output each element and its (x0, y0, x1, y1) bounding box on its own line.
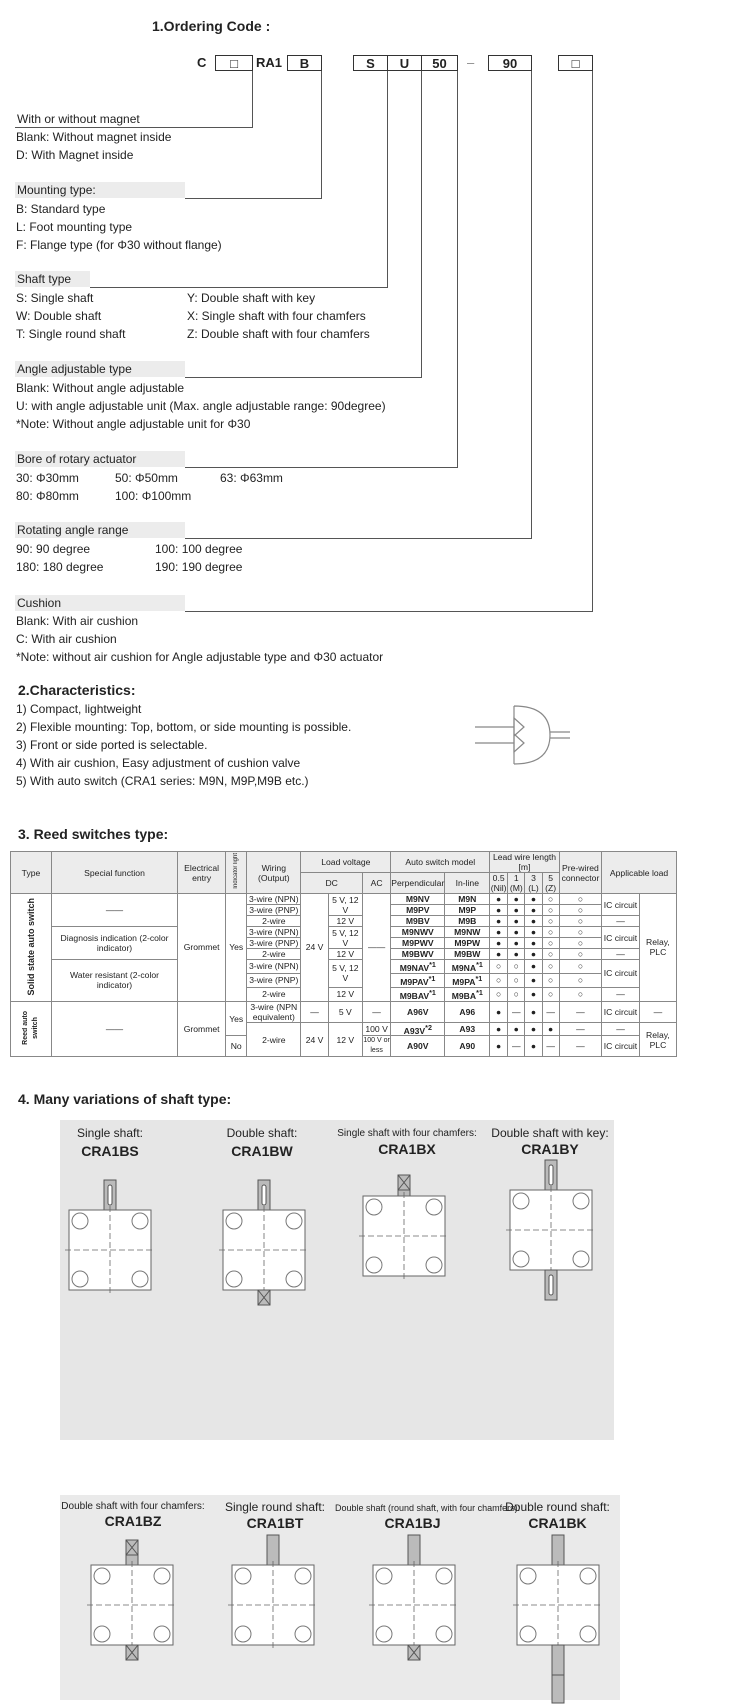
table-cell: IC circuit (602, 1036, 640, 1057)
table-cell: IC circuit (602, 1001, 640, 1022)
table-cell: ● (508, 949, 525, 960)
table-cell: ○ (542, 927, 559, 938)
table-cell: ● (525, 1001, 542, 1022)
table-cell: Yes (226, 894, 247, 1002)
table-cell: — (508, 1036, 525, 1057)
th-entry: Electrical entry (178, 852, 226, 894)
code-box-shaft: S (353, 55, 388, 71)
variations-title: 4. Many variations of shaft type: (18, 1091, 232, 1107)
table-cell: 5 V, 12 V (328, 894, 362, 916)
table-cell: M9P (445, 905, 490, 916)
table-cell: 12 V (328, 949, 362, 960)
th-l5: 5 (Z) (542, 873, 559, 894)
th-special: Special function (52, 852, 178, 894)
table-cell: ● (542, 1022, 559, 1036)
table-cell: ● (525, 973, 542, 987)
code-box-mounting: B (287, 55, 322, 71)
th-lead: Lead wire length [m] (490, 852, 559, 873)
table-cell: ○ (559, 949, 601, 960)
cra1bt-drawing (228, 1535, 318, 1649)
th-indicator: Indicator light (226, 852, 247, 894)
code-ra1: RA1 (256, 55, 283, 70)
table-cell: ● (508, 927, 525, 938)
table-cell: ○ (559, 973, 601, 987)
th-applicable: Applicable load (602, 852, 677, 894)
rotating-100: 100: 100 degree (155, 542, 243, 556)
table-cell: ● (525, 927, 542, 938)
shaft-z: Z: Double shaft with four chamfers (187, 327, 370, 341)
table-cell: 3-wire (NPN) (247, 927, 301, 938)
table-cell: A96 (445, 1001, 490, 1022)
table-cell: A96V (391, 1001, 445, 1022)
magnet-title: With or without magnet (17, 112, 140, 126)
table-cell: ● (490, 1022, 508, 1036)
code-box-cushion: □ (558, 55, 593, 71)
table-cell: M9PV (391, 905, 445, 916)
table-cell: — (559, 1022, 601, 1036)
cushion-line-2: C: With air cushion (16, 632, 117, 646)
table-cell: ○ (542, 905, 559, 916)
bore-100: 100: Φ100mm (115, 489, 192, 503)
table-cell: — (362, 1001, 390, 1022)
rotating-90: 90: 90 degree (16, 542, 91, 556)
table-cell: — (542, 1001, 559, 1022)
table-cell: 12 V (328, 1022, 362, 1057)
type-solid: Solid state auto switch (11, 894, 52, 1002)
th-l1: 1 (M) (508, 873, 525, 894)
table-cell: — (559, 1036, 601, 1057)
table-cell: 12 V (328, 916, 362, 927)
variation-label: Double round shaft: (505, 1500, 610, 1514)
table-cell: ● (490, 949, 508, 960)
mounting-line-3: F: Flange type (for Φ30 without flange) (16, 238, 222, 252)
table-cell: ● (525, 905, 542, 916)
table-cell: ● (508, 938, 525, 949)
table-cell: Diagnosis indication (2-color indicator) (52, 927, 178, 960)
table-cell: ○ (559, 905, 601, 916)
cra1bz-drawing (87, 1540, 177, 1660)
table-cell: ○ (490, 960, 508, 974)
table-cell: ○ (559, 894, 601, 905)
rotating-180: 180: 180 degree (16, 560, 104, 574)
table-cell: 3-wire (PNP) (247, 905, 301, 916)
table-cell: ● (508, 916, 525, 927)
table-cell: Grommet (178, 894, 226, 1002)
magnet-line-1: Blank: Without magnet inside (16, 130, 172, 144)
table-cell: ● (490, 894, 508, 905)
cra1by-drawing (506, 1160, 596, 1300)
angle-adj-line-3: *Note: Without angle adjustable unit for Φ30 (16, 417, 251, 431)
variation-label: Double shaft (round shaft, with four chamfers): (335, 1503, 521, 1513)
variation-model: CRA1BS (81, 1143, 139, 1159)
table-cell: ● (490, 927, 508, 938)
table-cell: ○ (559, 927, 601, 938)
table-cell: ● (490, 938, 508, 949)
table-cell: IC circuit (602, 894, 640, 916)
rotating-190: 190: 190 degree (155, 560, 243, 574)
cra1bw-drawing (219, 1180, 309, 1305)
mounting-title: Mounting type: (15, 182, 185, 198)
table-cell: M9NA$^{*1}$ (445, 960, 490, 974)
table-cell: ○ (542, 916, 559, 927)
table-cell: 24 V (301, 894, 328, 1002)
table-cell: 3-wire (NPN equivalent) (247, 1001, 301, 1022)
table-cell: M9NW (445, 927, 490, 938)
variation-model: CRA1BW (231, 1143, 293, 1159)
rotating-title: Rotating angle range (15, 522, 185, 538)
table-cell: ○ (490, 987, 508, 1001)
th-l3: 3 (L) (525, 873, 542, 894)
table-cell: ● (508, 894, 525, 905)
table-cell: ○ (559, 987, 601, 1001)
table-cell: ○ (490, 973, 508, 987)
table-cell: — (639, 1001, 676, 1022)
table-cell: — (559, 1001, 601, 1022)
variation-model: CRA1BT (246, 1515, 304, 1531)
table-cell: 3-wire (NPN) (247, 894, 301, 905)
char-item-3: 3) Front or side ported is selectable. (16, 738, 208, 752)
table-cell: 100 V or less (362, 1036, 390, 1057)
bore-title: Bore of rotary actuator (15, 451, 185, 467)
code-box-angle-adj: U (387, 55, 422, 71)
table-cell: 3-wire (PNP) (247, 938, 301, 949)
table-cell: IC circuit (602, 927, 640, 949)
table-cell: — (508, 1001, 525, 1022)
table-cell: ● (490, 905, 508, 916)
table-cell: ○ (559, 916, 601, 927)
table-cell: ○ (508, 973, 525, 987)
variation-label: Double shaft with key: (491, 1126, 609, 1140)
table-cell: M9PA$^{*1}$ (445, 973, 490, 987)
magnet-line-2: D: With Magnet inside (16, 148, 134, 162)
shaft-y: Y: Double shaft with key (187, 291, 316, 305)
table-cell: Relay, PLC (639, 1022, 676, 1057)
table-cell: ● (490, 1001, 508, 1022)
table-cell: — (602, 949, 640, 960)
table-cell: ● (490, 1036, 508, 1057)
table-cell: 24 V (301, 1022, 328, 1057)
table-cell: M9BW (445, 949, 490, 960)
variation-model: CRA1BJ (384, 1515, 441, 1531)
table-cell: M9BV (391, 916, 445, 927)
table-cell: ● (508, 1022, 525, 1036)
mounting-line-1: B: Standard type (16, 202, 106, 216)
mounting-line-2: L: Foot mounting type (16, 220, 133, 234)
table-cell: 3-wire (PNP) (247, 973, 301, 987)
table-cell: ● (525, 960, 542, 974)
table-cell: ● (525, 894, 542, 905)
table-cell: M9BWV (391, 949, 445, 960)
char-item-2: 2) Flexible mounting: Top, bottom, or side mounting is possible. (16, 720, 352, 734)
table-cell: M9PAV$^{*1}$ (391, 973, 445, 987)
variation-label: Double shaft with four chamfers: (61, 1501, 205, 1512)
table-cell: A90V (391, 1036, 445, 1057)
table-cell: No (226, 1036, 247, 1057)
variation-label: Single shaft with four chamfers: (337, 1128, 477, 1139)
table-cell: ○ (542, 894, 559, 905)
table-cell: ● (525, 987, 542, 1001)
angle-adj-title: Angle adjustable type (15, 361, 185, 377)
shaft-title: Shaft type (15, 271, 90, 287)
table-cell: A93 (445, 1022, 490, 1036)
cra1bs-drawing (65, 1180, 155, 1294)
variation-model: CRA1BZ (104, 1513, 162, 1529)
table-cell: ● (525, 1022, 542, 1036)
table-cell: 2-wire (247, 916, 301, 927)
table-cell: A90 (445, 1036, 490, 1057)
th-auto-model: Auto switch model (391, 852, 490, 873)
reed-title: 3. Reed switches type: (18, 826, 169, 842)
char-item-5: 5) With auto switch (CRA1 series: M9N, M9P,M9B etc.) (16, 774, 309, 788)
type-reed: Reed auto switch (11, 1001, 52, 1057)
char-item-4: 4) With air cushion, Easy adjustment of cushion valve (16, 756, 301, 770)
table-cell: M9BA$^{*1}$ (445, 987, 490, 1001)
table-cell: 2-wire (247, 987, 301, 1001)
bore-30: 30: Φ30mm (16, 471, 79, 485)
table-cell: — (301, 1001, 328, 1022)
table-cell: IC circuit (602, 960, 640, 988)
table-cell: M9PW (445, 938, 490, 949)
shaft-t: T: Single round shaft (16, 327, 126, 341)
table-cell: ● (525, 916, 542, 927)
variation-label: Single round shaft: (224, 1500, 326, 1514)
code-c: C (197, 55, 207, 70)
angle-adj-line-1: Blank: Without angle adjustable (16, 381, 185, 395)
th-type: Type (11, 852, 52, 894)
table-cell: ● (525, 938, 542, 949)
th-perp: Perpendicular (391, 873, 445, 894)
table-cell: ○ (542, 949, 559, 960)
table-cell: 5 V, 12 V (328, 960, 362, 988)
code-box-bore: 50 (421, 55, 458, 71)
table-cell: 3-wire (NPN) (247, 960, 301, 974)
table-cell: ● (525, 1036, 542, 1057)
code-dash: – (467, 55, 475, 70)
table-cell: M9NWV (391, 927, 445, 938)
cushion-line-1: Blank: With air cushion (16, 614, 139, 628)
table-cell: ● (525, 949, 542, 960)
cushion-title: Cushion (15, 595, 185, 611)
cushion-line-3: *Note: without air cushion for Angle adjustable type and Φ30 actuator (16, 650, 384, 664)
th-prewired: Pre-wired connector (559, 852, 601, 894)
cra1bk-drawing (513, 1535, 603, 1703)
th-inline: In-line (445, 873, 490, 894)
cra1bx-drawing (359, 1175, 449, 1280)
th-ac: AC (362, 873, 390, 894)
bore-50: 50: Φ50mm (115, 471, 178, 485)
table-cell: M9N (445, 894, 490, 905)
table-cell: — (542, 1036, 559, 1057)
table-cell: ○ (542, 960, 559, 974)
table-cell: ● (490, 916, 508, 927)
char-item-1: 1) Compact, lightweight (16, 702, 142, 716)
table-cell: — (602, 916, 640, 927)
bore-80: 80: Φ80mm (16, 489, 79, 503)
table-cell: 2-wire (247, 949, 301, 960)
table-cell: Water resistant (2-color indicator) (52, 960, 178, 1002)
table-cell: —— (362, 894, 390, 1002)
th-dc: DC (301, 873, 363, 894)
variation-model: CRA1BY (521, 1141, 579, 1157)
table-cell: — (602, 987, 640, 1001)
table-cell: 5 V (328, 1001, 362, 1022)
table-cell: M9PWV (391, 938, 445, 949)
bore-63: 63: Φ63mm (220, 471, 283, 485)
table-cell: —— (52, 1001, 178, 1057)
table-cell: M9NV (391, 894, 445, 905)
table-cell: Yes (226, 1001, 247, 1036)
shaft-w: W: Double shaft (16, 309, 102, 323)
table-cell: M9B (445, 916, 490, 927)
th-l05: 0.5 (Nil) (490, 873, 507, 893)
table-cell: ○ (542, 987, 559, 1001)
shaft-x: X: Single shaft with four chamfers (187, 309, 366, 323)
table-cell: $A93V^{*2}$ (391, 1022, 445, 1036)
table-cell: 12 V (328, 987, 362, 1001)
table-cell: 100 V (362, 1022, 390, 1036)
table-cell: 5 V, 12 V (328, 927, 362, 949)
table-cell: Grommet (178, 1001, 226, 1057)
th-load-voltage: Load voltage (301, 852, 391, 873)
cra1bj-drawing (369, 1535, 459, 1660)
table-cell: ○ (559, 960, 601, 974)
variation-model: CRA1BX (378, 1141, 436, 1157)
table-cell: ○ (559, 938, 601, 949)
table-cell: — (602, 1022, 640, 1036)
table-cell: 2-wire (247, 1022, 301, 1057)
shaft-s: S: Single shaft (16, 291, 94, 305)
angle-adj-line-2: U: with angle adjustable unit (Max. angle adjustable range: 90degree) (16, 399, 386, 413)
table-cell: ○ (508, 960, 525, 974)
characteristics-title: 2.Characteristics: (18, 682, 136, 698)
variation-label: Double shaft: (226, 1126, 298, 1140)
table-cell: ○ (508, 987, 525, 1001)
table-cell: —— (52, 894, 178, 927)
table-cell: M9NAV$^{*1}$ (391, 960, 445, 974)
th-wiring: Wiring (Output) (247, 852, 301, 894)
table-cell: ● (508, 905, 525, 916)
ordering-title: 1.Ordering Code : (152, 18, 271, 34)
table-cell: M9BAV$^{*1}$ (391, 987, 445, 1001)
table-cell: ○ (542, 973, 559, 987)
code-box-magnet: □ (215, 55, 253, 71)
table-cell: Relay, PLC (639, 894, 676, 1002)
table-cell: ○ (542, 938, 559, 949)
variation-label: Single shaft: (76, 1126, 144, 1140)
variation-model: CRA1BK (528, 1515, 587, 1531)
code-box-rotating: 90 (488, 55, 532, 71)
